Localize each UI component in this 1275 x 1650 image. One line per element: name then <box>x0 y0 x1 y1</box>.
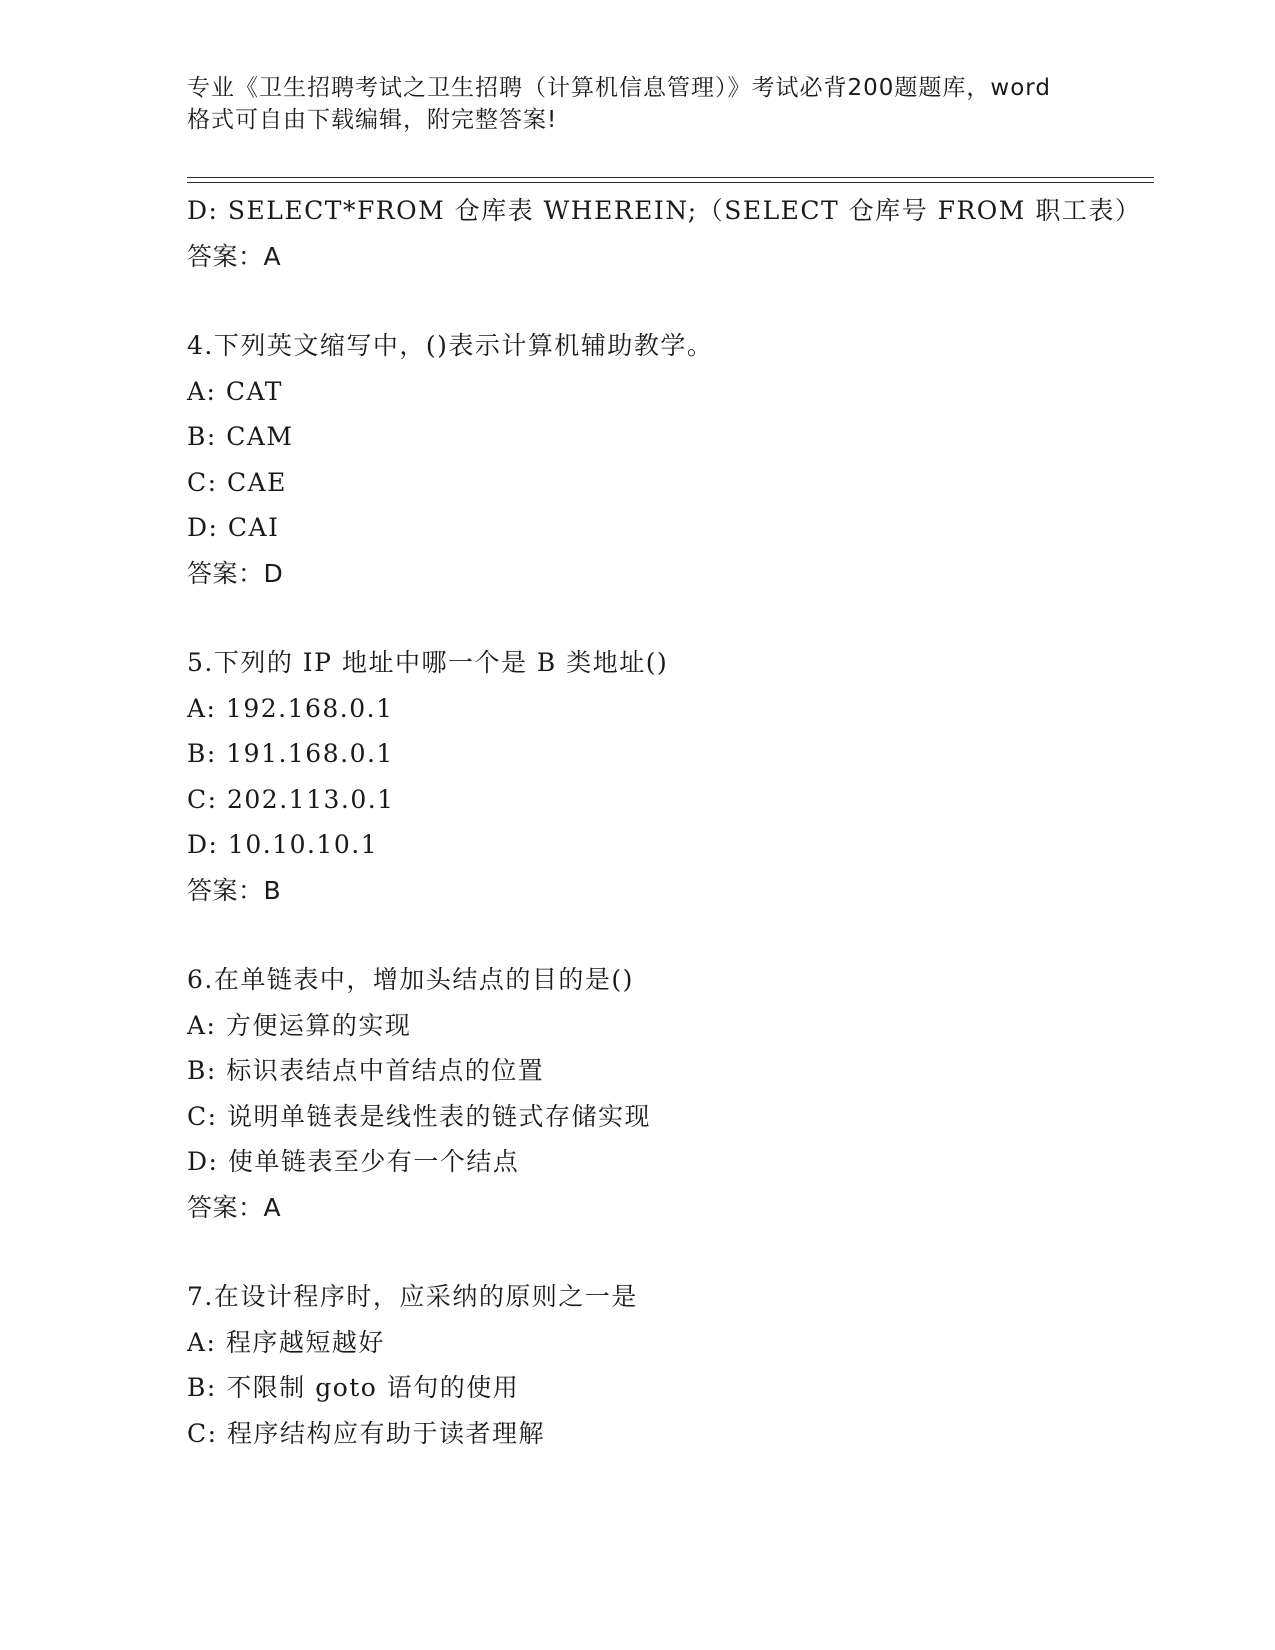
option-a: A: 程序越短越好 <box>187 1327 385 1357</box>
option-c: C: 程序结构应有助于读者理解 <box>187 1418 545 1448</box>
question-stem: 4.下列英文缩写中，()表示计算机辅助教学。 <box>187 331 714 360</box>
spacer <box>187 1230 1154 1274</box>
question-6 <box>187 957 1154 1230</box>
option-b: B: 标识表结点中首结点的位置 <box>187 1056 545 1085</box>
option-d: D: 使单链表至少有一个结点 <box>187 1147 520 1176</box>
question-5 <box>187 640 1154 913</box>
option-c: C: 202.113.0.1 <box>187 784 395 814</box>
option-b: B: 不限制 goto 语句的使用 <box>187 1373 520 1402</box>
question-4 <box>187 323 1154 596</box>
question-stem: 7.在设计程序时，应采纳的原则之一是 <box>187 1282 638 1311</box>
question-7 <box>187 1274 1154 1456</box>
header-divider-top <box>187 177 1154 178</box>
option-c: C: 说明单链表是线性表的链式存储实现 <box>187 1101 651 1131</box>
question-list <box>187 188 1154 1456</box>
question-stem: 5.下列的 IP 地址中哪一个是 B 类地址() <box>187 648 669 677</box>
option-c: C: CAE <box>187 467 287 497</box>
header-title-line-2: 格式可自由下载编辑，附完整答案! <box>187 107 558 133</box>
answer-line: 答案：B <box>187 875 282 905</box>
answer-line: 答案：A <box>187 241 282 271</box>
option-b: B: CAM <box>187 422 294 451</box>
option-d: D: SELECT*FROM 仓库表 WHEREIN;（SELECT 仓库号 FROM 职工表） <box>187 196 1142 225</box>
option-b: B: 191.168.0.1 <box>187 739 394 768</box>
spacer <box>187 596 1154 640</box>
option-a: A: CAT <box>187 376 283 406</box>
header-title-line-1: 专业《卫生招聘考试之卫生招聘（计算机信息管理）》考试必背200题题库，word <box>187 75 1051 101</box>
answer-line: 答案：A <box>187 1192 282 1222</box>
option-d: D: CAI <box>187 513 280 542</box>
document-header <box>187 72 1087 136</box>
option-d: D: 10.10.10.1 <box>187 830 379 859</box>
spacer <box>187 279 1154 323</box>
option-a: A: 方便运算的实现 <box>187 1010 412 1040</box>
answer-line: 答案：D <box>187 558 284 588</box>
spacer <box>187 913 1154 957</box>
header-divider-bottom <box>187 182 1154 183</box>
question-stem: 6.在单链表中，增加头结点的目的是() <box>187 965 634 994</box>
option-a: A: 192.168.0.1 <box>187 693 394 723</box>
